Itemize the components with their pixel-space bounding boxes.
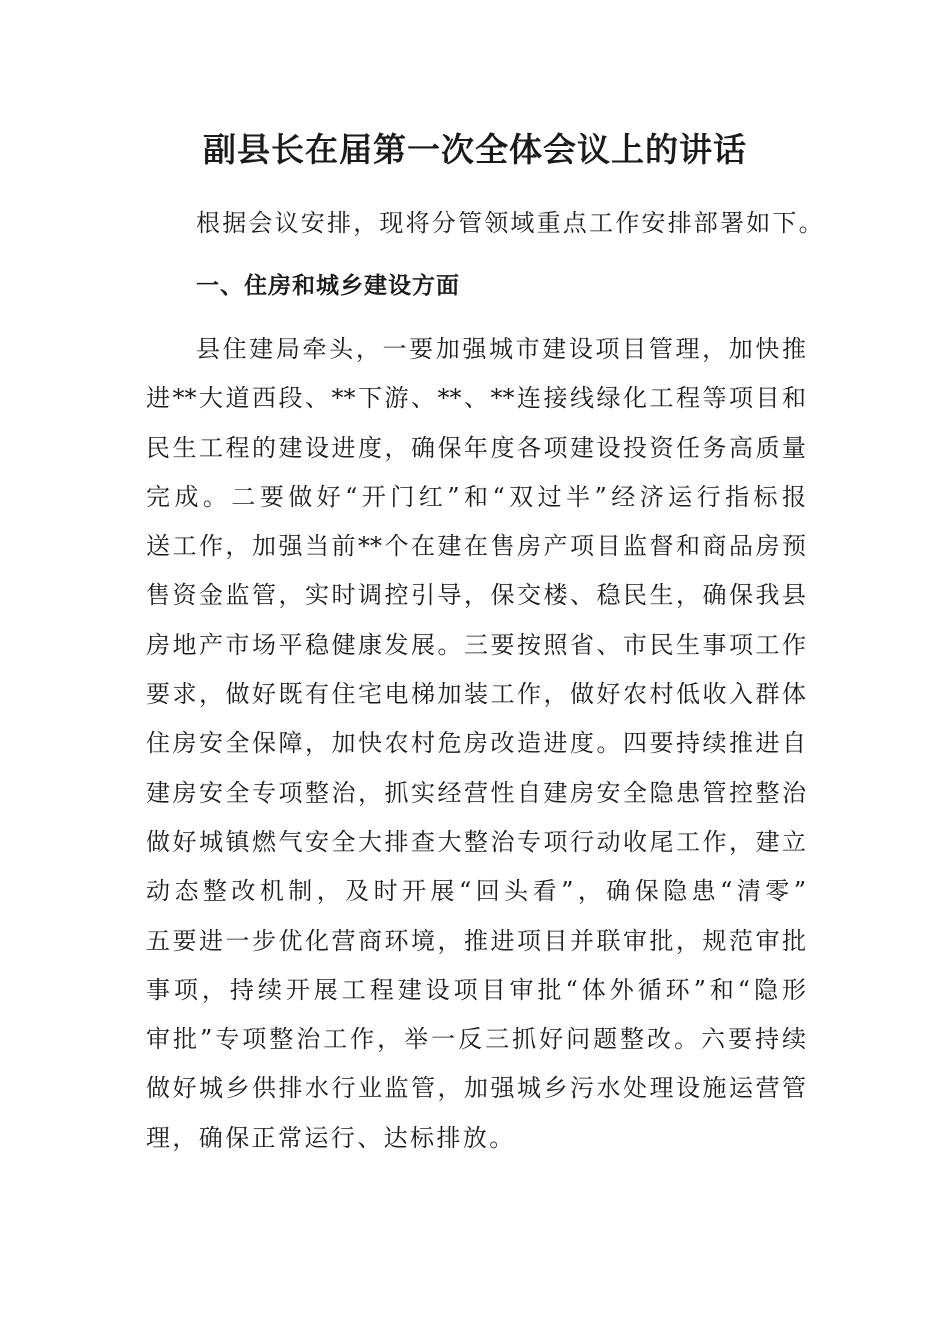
body-line: 建房安全专项整治，抓实经营性自建房安全隐患管控整治 (146, 778, 806, 807)
body-line: 进**大道西段、**下游、**、**连接线绿化工程等项目和 (146, 384, 806, 413)
body-line: 动态整改机制，及时开展“回头看”，确保隐患“清零” (146, 877, 806, 906)
body-line: 县住建局牵头，一要加强城市建设项目管理，加快推 (196, 335, 806, 363)
body-line: 住房安全保障，加快农村危房改造进度。四要持续推进自 (146, 729, 806, 758)
body-line: 送工作，加强当前**个在建在售房产项目监督和商品房预 (146, 532, 806, 561)
section-heading: 一、住房和城乡建设方面 (196, 273, 460, 299)
body-line: 民生工程的建设进度，确保年度各项建设投资任务高质量 (146, 433, 806, 462)
body-line: 做好城镇燃气安全大排查大整治专项行动收尾工作，建立 (146, 827, 806, 856)
body-line: 五要进一步优化营商环境，推进项目并联审批，规范审批 (146, 926, 806, 955)
document-title: 副县长在届第一次全体会议上的讲话 (203, 130, 747, 169)
body-line: 要求，做好既有住宅电梯加装工作，做好农村低收入群体 (146, 680, 806, 709)
body-line: 审批”专项整治工作，举一反三抓好问题整改。六要持续 (146, 1025, 806, 1054)
body-line: 理，确保正常运行、达标排放。 (146, 1123, 516, 1152)
intro-paragraph: 根据会议安排，现将分管领域重点工作安排部署如下。 (196, 209, 825, 237)
body-line: 做好城乡供排水行业监管，加强城乡污水处理设施运营管 (146, 1074, 806, 1103)
body-line: 完成。二要做好“开门红”和“双过半”经济运行指标报 (146, 482, 806, 511)
body-line: 事项，持续开展工程建设项目审批“体外循环”和“隐形 (146, 975, 806, 1004)
body-paragraph (146, 329, 806, 1167)
body-line: 房地产市场平稳健康发展。三要按照省、市民生事项工作 (146, 630, 806, 659)
body-line: 售资金监管，实时调控引导，保交楼、稳民生，确保我县 (146, 581, 806, 610)
